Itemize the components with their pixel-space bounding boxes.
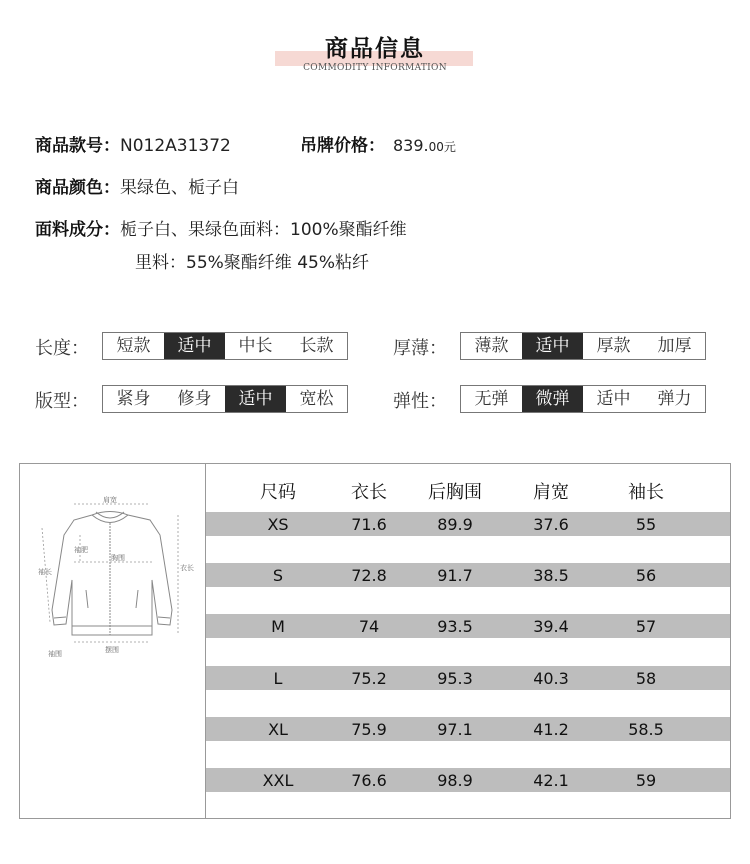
table-cell: L (273, 668, 283, 688)
style-number-label: 商品款号： (35, 136, 120, 156)
table-cell: 95.3 (437, 668, 473, 688)
hem-label: 摆围 (105, 646, 119, 654)
table-cell: 74 (358, 617, 380, 637)
option-length-2: 中长 (238, 336, 273, 356)
option-length-0: 短款 (116, 336, 151, 356)
table-header-4: 袖长 (628, 482, 664, 503)
length-dim-label: 衣长 (180, 564, 194, 572)
lining-value: 里料：55%聚酯纤维 45%粘纤 (135, 253, 369, 273)
table-cell: 91.7 (437, 566, 473, 586)
table-cell: 97.1 (437, 719, 473, 739)
option-fit-0: 紧身 (116, 389, 151, 409)
table-cell: XS (267, 515, 289, 534)
price-label: 吊牌价格： (300, 136, 385, 156)
table-cell: 40.3 (533, 668, 569, 688)
option-thickness-0: 薄款 (474, 336, 509, 356)
shoulder-width-label: 肩宽 (103, 496, 117, 504)
option-length-1: 适中 (164, 333, 225, 359)
price-decimal: 00元 (428, 140, 456, 154)
length-options (102, 332, 348, 360)
table-cell: 39.4 (533, 617, 569, 637)
option-elasticity-2: 适中 (596, 389, 631, 409)
table-cell: 98.9 (437, 771, 473, 790)
table-header-1: 衣长 (351, 482, 387, 503)
option-elasticity-0: 无弹 (474, 389, 509, 409)
table-cell: 58.5 (628, 719, 664, 739)
armhole-label: 袖肥 (74, 546, 88, 554)
table-cell: 59 (635, 771, 657, 790)
cuff-label: 袖围 (48, 650, 62, 658)
lining-row (135, 248, 369, 273)
price-row (300, 131, 456, 156)
price-integer: 839. (393, 136, 429, 155)
style-number-row (35, 131, 231, 156)
color-label: 商品颜色： (35, 178, 120, 198)
fabric-value: 栀子白、果绿色面料：100%聚酯纤维 (120, 220, 407, 240)
table-cell: 75.9 (351, 719, 387, 739)
elasticity-label: 弹性： (393, 391, 447, 412)
option-fit-1: 修身 (177, 389, 212, 409)
thickness-options (460, 332, 706, 360)
option-fit-2: 适中 (225, 386, 286, 412)
table-cell: 89.9 (437, 515, 473, 534)
table-cell: M (271, 617, 285, 637)
option-elasticity-1: 微弹 (522, 386, 583, 412)
sleeve-length-label: 袖长 (38, 568, 52, 576)
table-cell: 75.2 (351, 668, 387, 688)
table-header-3: 肩宽 (533, 482, 569, 503)
table-cell: 42.1 (533, 771, 569, 790)
table-cell: 58 (635, 668, 657, 688)
style-number-value: N012A31372 (120, 136, 231, 156)
table-cell: 37.6 (533, 515, 569, 534)
color-value: 果绿色、栀子白 (120, 178, 239, 198)
table-cell: 93.5 (437, 617, 473, 637)
thickness-label: 厚薄： (393, 338, 447, 359)
section-subtitle: COMMODITY INFORMATION (303, 63, 447, 73)
table-cell: 55 (635, 515, 657, 534)
table-cell: XL (268, 719, 288, 739)
table-cell: 38.5 (533, 566, 569, 586)
fit-label: 版型： (35, 391, 89, 412)
table-cell: 72.8 (351, 566, 387, 586)
option-thickness-3: 加厚 (657, 336, 692, 356)
table-cell: 71.6 (351, 515, 387, 534)
table-cell: 76.6 (351, 771, 387, 790)
table-cell: XXL (262, 771, 294, 790)
jacket-measurement-diagram (30, 490, 200, 670)
table-cell: 56 (635, 566, 657, 586)
fabric-row (35, 215, 407, 240)
option-thickness-2: 厚款 (596, 336, 631, 356)
option-thickness-1: 适中 (522, 333, 583, 359)
fabric-label: 面料成分： (35, 220, 120, 240)
option-fit-3: 宽松 (299, 389, 334, 409)
section-title: 商品信息 (325, 36, 425, 62)
color-row (35, 173, 239, 198)
fit-options (102, 385, 348, 413)
table-cell: 41.2 (533, 719, 569, 739)
length-label: 长度： (35, 338, 89, 359)
table-header-2: 后胸围 (428, 482, 482, 503)
table-cell: S (272, 566, 284, 586)
option-length-3: 长款 (299, 336, 334, 356)
chest-label: 胸围 (111, 554, 125, 562)
table-header-0: 尺码 (260, 482, 296, 503)
option-elasticity-3: 弹力 (657, 389, 692, 409)
elasticity-options (460, 385, 706, 413)
table-cell: 57 (635, 617, 657, 637)
